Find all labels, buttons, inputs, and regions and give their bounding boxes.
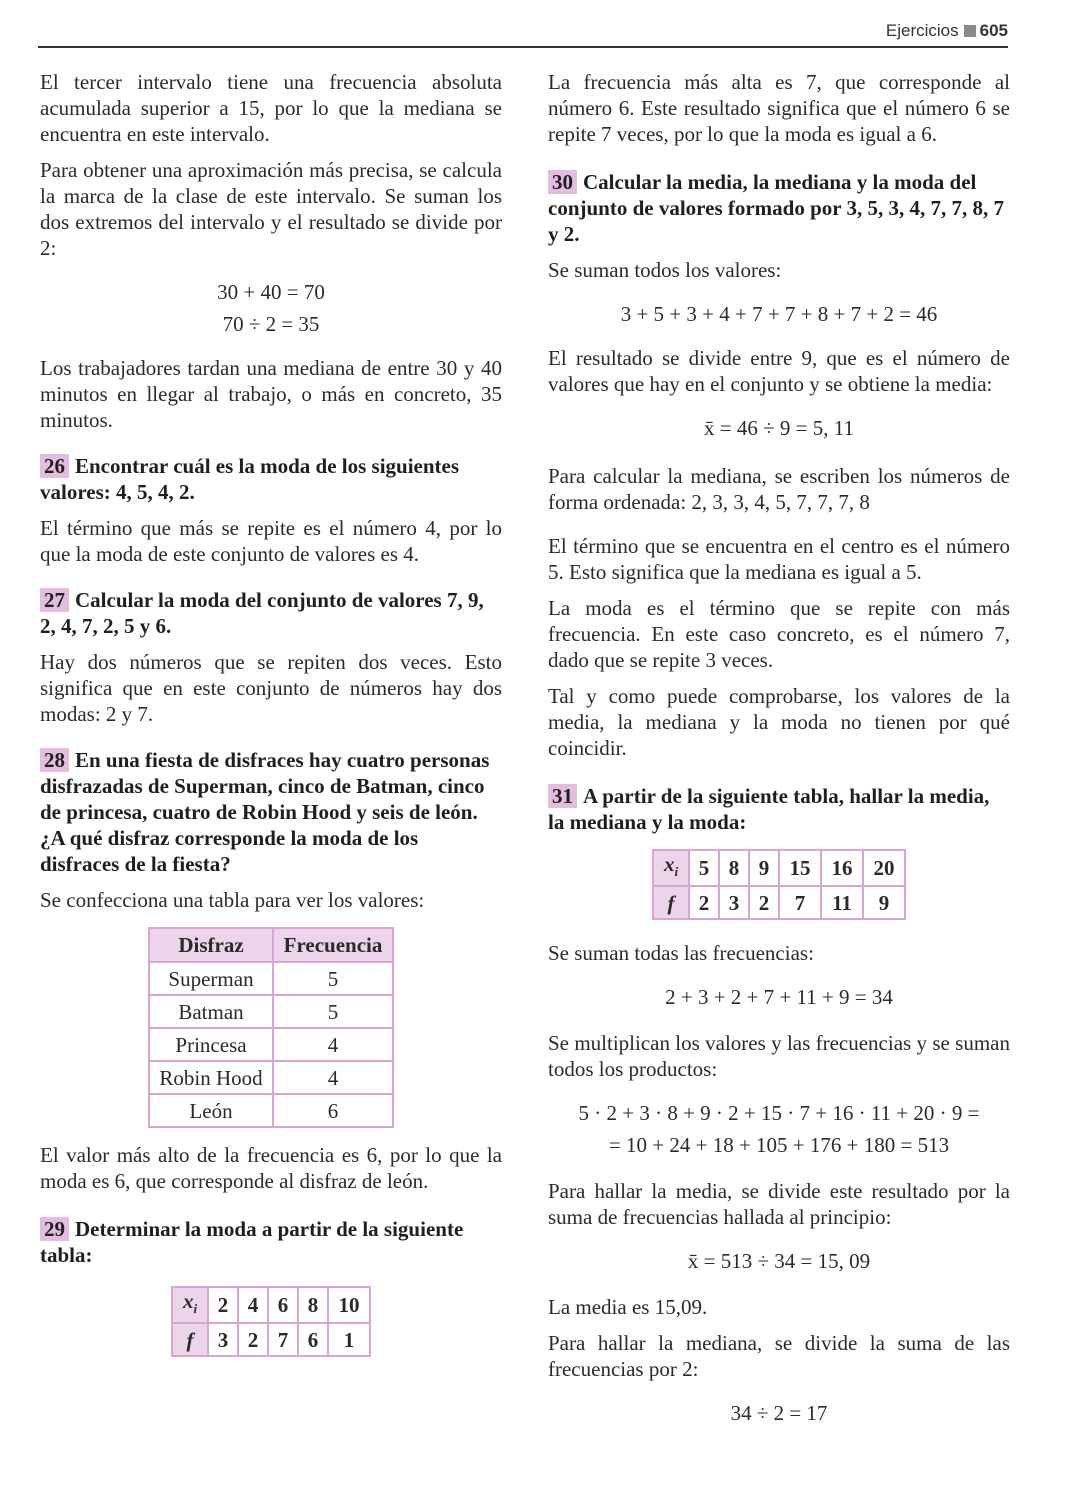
table-cell: 4 xyxy=(273,1061,393,1094)
table-row xyxy=(149,995,393,1028)
paragraph: El tercer intervalo tiene una frecuencia absoluta acumulada superior a 15, por lo que la mediana se encuentra en este intervalo. xyxy=(40,70,502,146)
frequency-table-29 xyxy=(171,1286,371,1357)
exercise-31-question xyxy=(548,783,1010,835)
exercise-text: Encontrar cuál es la moda de los siguientes valores: 4, 5, 4, 2. xyxy=(40,454,460,504)
equation: = 10 + 24 + 18 + 105 + 176 + 180 = 513 xyxy=(608,1133,950,1158)
header-text xyxy=(886,20,1008,42)
paragraph: La moda es el término que se repite con más frecuencia. En este caso concreto, es el número 7, dado que se repite 3 veces. xyxy=(548,596,1010,672)
table-cell: 2 xyxy=(749,886,779,919)
exercise-number: 31 xyxy=(548,784,577,808)
paragraph: El resultado se divide entre 9, que es el número de valores que hay en el conjunto y se obtiene la media: xyxy=(548,346,1010,396)
table-cell: 9 xyxy=(863,886,905,919)
exercise-27-answer: Hay dos números que se repiten dos veces. Esto significa que en este conjunto de números hay dos modas: 2 y 7. xyxy=(40,650,502,726)
equation: 34 ÷ 2 = 17 xyxy=(730,1401,828,1426)
exercise-26-answer: El término que más se repite es el número 4, por lo que la moda de este conjunto de valores es 4. xyxy=(40,516,502,566)
right-column xyxy=(548,69,1010,1426)
column-header: Frecuencia xyxy=(273,928,393,962)
table-cell: 11 xyxy=(821,886,863,919)
table-cell: 2 xyxy=(208,1287,238,1323)
table-cell: 7 xyxy=(268,1323,298,1356)
exercise-text: Calcular la moda del conjunto de valores 7, 9, 2, 4, 7, 2, 5 y 6. xyxy=(40,588,484,638)
paragraph: Para calcular la mediana, se escriben los números de forma ordenada: 2, 3, 3, 4, 5, 7, 7, 7, 8 xyxy=(548,464,1010,514)
table-cell: 5 xyxy=(273,962,393,995)
frequency-table-31 xyxy=(652,849,906,920)
exercise-text: Calcular la media, la mediana y la moda del conjunto de valores formado por 3, 5, 3, 4, 7, 7, 8, 7 y 2. xyxy=(548,170,1004,246)
table-header-row xyxy=(149,928,393,962)
exercise-text: A partir de la siguiente tabla, hallar la media, la mediana y la moda: xyxy=(548,784,990,834)
exercise-number: 28 xyxy=(40,748,69,772)
table-cell: 4 xyxy=(273,1028,393,1061)
row-header: $x_i$ xyxy=(172,1287,208,1323)
equation: 3 + 5 + 3 + 4 + 7 + 7 + 8 + 7 + 2 = 46 xyxy=(620,302,938,326)
exercise-number: 26 xyxy=(40,454,69,478)
table-cell: 1 xyxy=(328,1323,370,1356)
equation: x̄ = 513 ÷ 34 = 15, 09 xyxy=(687,1249,871,1274)
table-cell: 3 xyxy=(719,886,749,919)
paragraph: Se multiplican los valores y las frecuencias y se suman todos los productos: xyxy=(548,1031,1010,1082)
table-cell: Superman xyxy=(149,962,273,995)
table-cell: 6 xyxy=(298,1323,328,1356)
exercise-28-question xyxy=(40,747,502,877)
paragraph: Se suman todas las frecuencias: xyxy=(548,941,814,966)
exercise-29-question xyxy=(40,1216,502,1268)
table-row xyxy=(149,962,393,995)
exercise-26-question xyxy=(40,453,502,505)
exercise-text: En una fiesta de disfraces hay cuatro personas disfrazadas de Superman, cinco de Batman, cinco de princesa, cuatro de Robin Hood y seis de león. ¿A qué disfraz corresponde la moda de los disfraces de la fiesta? xyxy=(40,748,490,876)
table-cell: 8 xyxy=(298,1287,328,1323)
table-cell: León xyxy=(149,1094,273,1127)
exercise-30-question xyxy=(548,169,1010,247)
table-row xyxy=(653,850,905,886)
table-cell: 2 xyxy=(689,886,719,919)
table-cell: 20 xyxy=(863,850,905,886)
table-cell: Princesa xyxy=(149,1028,273,1061)
table-cell: 2 xyxy=(238,1323,268,1356)
table-row xyxy=(149,1061,393,1094)
table-cell: 15 xyxy=(779,850,821,886)
paragraph: Para hallar la mediana, se divide la suma de las frecuencias por 2: xyxy=(548,1331,1010,1382)
exercise-text: Determinar la moda a partir de la siguiente tabla: xyxy=(40,1217,464,1267)
paragraph: La media es 15,09. xyxy=(548,1295,708,1320)
table-cell: 9 xyxy=(749,850,779,886)
table-cell: 3 xyxy=(208,1323,238,1356)
costume-frequency-table xyxy=(148,927,394,1128)
table-cell: 6 xyxy=(268,1287,298,1323)
table-cell: 7 xyxy=(779,886,821,919)
left-column xyxy=(40,69,502,1357)
exercise-27-question xyxy=(40,587,502,639)
table-cell: Batman xyxy=(149,995,273,1028)
table-row xyxy=(172,1323,370,1356)
paragraph: Los trabajadores tardan una mediana de entre 30 y 40 minutos en llegar al trabajo, o más en concreto, 35 minutos. xyxy=(40,356,502,432)
exercise-28-answer: El valor más alto de la frecuencia es 6, por lo que la moda es 6, que corresponde al disfraz de león. xyxy=(40,1143,502,1193)
exercise-number: 30 xyxy=(548,170,577,194)
paragraph: Tal y como puede comprobarse, los valores de la media, la mediana y la moda no tienen por qué coincidir. xyxy=(548,684,1010,760)
equation: 5 · 2 + 3 · 8 + 9 · 2 + 15 · 7 + 16 · 11 + 20 · 9 = xyxy=(578,1101,980,1126)
page-number: 605 xyxy=(979,21,1008,40)
row-header: f xyxy=(172,1323,208,1356)
row-header: f xyxy=(653,886,689,919)
page-header xyxy=(38,20,1008,48)
column-header: Disfraz xyxy=(149,928,273,962)
table-row xyxy=(149,1028,393,1061)
table-cell: 5 xyxy=(273,995,393,1028)
table-cell: 8 xyxy=(719,850,749,886)
table-row xyxy=(149,1094,393,1127)
table-cell: 4 xyxy=(238,1287,268,1323)
row-header: $x_i$ xyxy=(653,850,689,886)
exercise-number: 29 xyxy=(40,1217,69,1241)
equation: 30 + 40 = 70 xyxy=(217,280,325,304)
equation: x̄ = 46 ÷ 9 = 5, 11 xyxy=(704,416,854,440)
paragraph: Se confecciona una tabla para ver los valores: xyxy=(40,888,425,912)
equation: 70 ÷ 2 = 35 xyxy=(222,312,320,336)
section-title: Ejercicios xyxy=(885,21,959,40)
equation: 2 + 3 + 2 + 7 + 11 + 9 = 34 xyxy=(665,985,893,1010)
table-cell: 6 xyxy=(273,1094,393,1127)
exercise-29-answer: La frecuencia más alta es 7, que corresponde al número 6. Este resultado significa que el número 6 se repite 7 veces, por lo que la moda es igual a 6. xyxy=(548,70,1010,146)
paragraph: Para hallar la media, se divide este resultado por la suma de frecuencias hallada al principio: xyxy=(548,1179,1010,1230)
paragraph: Para obtener una aproximación más precisa, se calcula la marca de la clase de este intervalo. Se suman los dos extremos del intervalo y el resultado se divide por 2: xyxy=(40,158,502,260)
table-cell: 5 xyxy=(689,850,719,886)
table-row xyxy=(653,886,905,919)
table-cell: 16 xyxy=(821,850,863,886)
paragraph: Se suman todos los valores: xyxy=(548,258,782,282)
table-row xyxy=(172,1287,370,1323)
square-icon xyxy=(964,25,976,37)
table-cell: Robin Hood xyxy=(149,1061,273,1094)
paragraph: El término que se encuentra en el centro es el número 5. Esto significa que la mediana es igual a 5. xyxy=(548,534,1010,584)
exercise-number: 27 xyxy=(40,588,69,612)
table-cell: 10 xyxy=(328,1287,370,1323)
